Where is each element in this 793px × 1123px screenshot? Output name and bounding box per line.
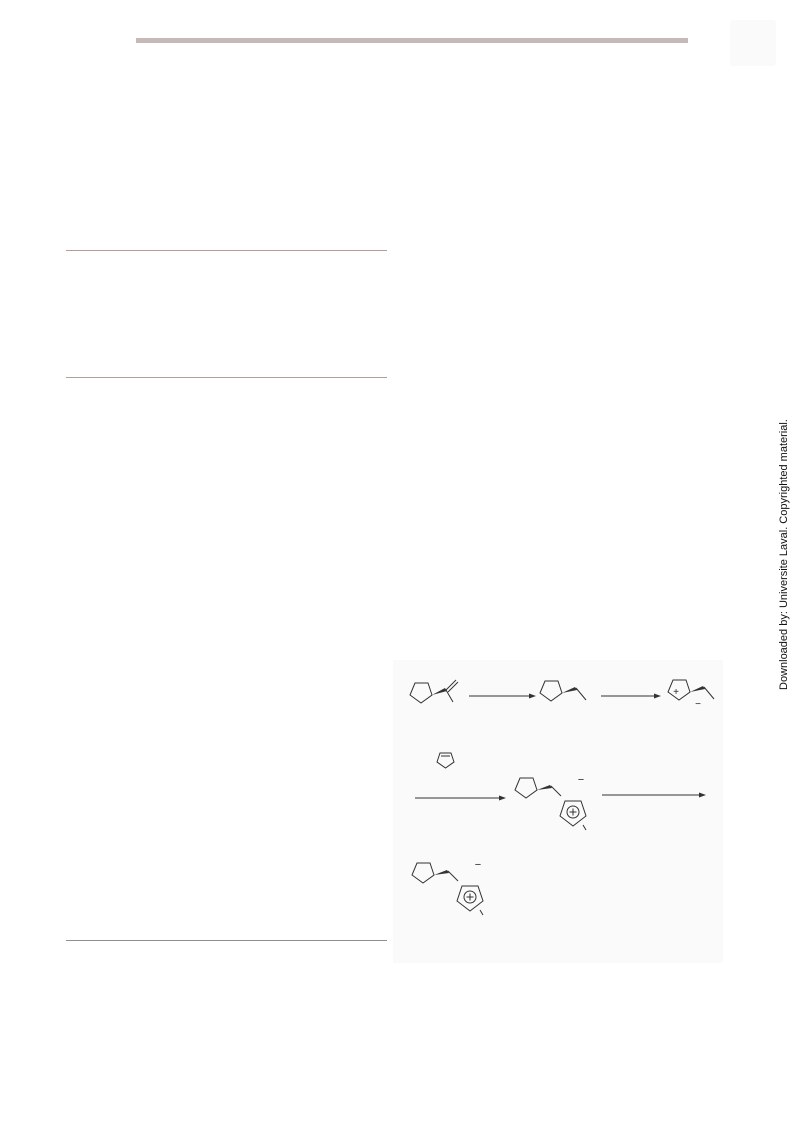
arrow-1 xyxy=(469,694,536,699)
copyright-margin-note: Downloaded by: Universite Laval. Copyrighted material. xyxy=(778,419,790,690)
anion-minus-charge-2: − xyxy=(577,774,585,786)
section-rule-middle xyxy=(66,377,387,378)
section-rule-bottom xyxy=(66,940,387,941)
reaction-scheme xyxy=(393,660,723,963)
imidazole-reagent xyxy=(437,753,454,768)
imidazolium-adduct-1 xyxy=(515,778,586,830)
arrow-4 xyxy=(602,793,706,798)
page-corner-box xyxy=(730,20,776,66)
section-rule-top xyxy=(66,250,387,251)
arrow-3 xyxy=(415,796,506,801)
starting-cyclopentane xyxy=(410,680,458,703)
anion-minus-charge-1: − xyxy=(695,699,701,710)
intermediate-cyclopentane-2 xyxy=(540,681,586,701)
cation-plus-charge: + xyxy=(673,687,679,698)
imidazolium-adduct-2 xyxy=(412,863,483,915)
header-rule xyxy=(136,38,688,43)
anion-minus-charge-3: − xyxy=(474,859,482,871)
reaction-scheme-drawing xyxy=(393,660,723,963)
arrow-2 xyxy=(601,694,661,699)
